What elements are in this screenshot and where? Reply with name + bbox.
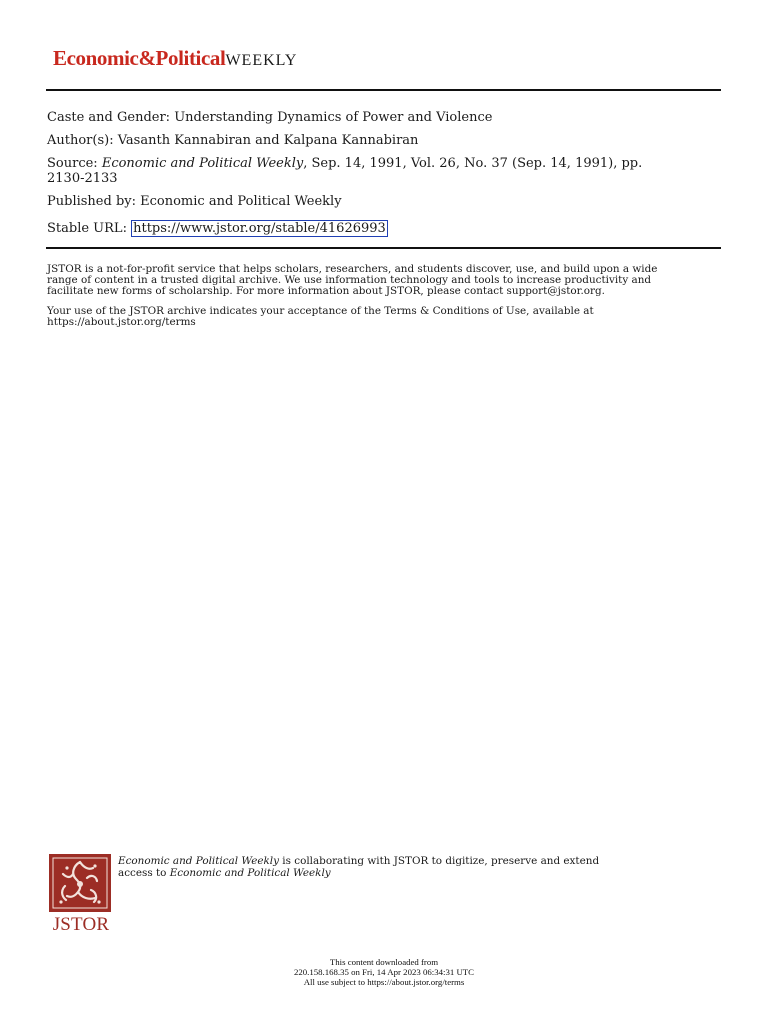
publisher-value: Economic and Political Weekly xyxy=(140,194,342,209)
notice-line: range of content in a trusted digital archive. We use information technology and tools to increase productivity and xyxy=(47,273,652,286)
source-details-line1: , Sep. 14, 1991, Vol. 26, No. 37 (Sep. 14, 1991), pp. xyxy=(303,156,643,171)
masthead-main-text: Economic&Political xyxy=(53,46,226,70)
terms-line: Your use of the JSTOR archive indicates your acceptance of the Terms & Conditions of Use, available at xyxy=(47,305,594,317)
top-divider xyxy=(46,89,721,91)
source-line xyxy=(47,156,722,186)
collab-journal-again: Economic and Political Weekly xyxy=(169,866,331,879)
source-label: Source: xyxy=(47,156,98,171)
jstor-notice xyxy=(47,264,721,296)
article-title-text: Caste and Gender: Understanding Dynamics of Power and Violence xyxy=(47,110,493,125)
notice-line: facilitate new forms of scholarship. For more information about JSTOR, please contact support@jstor.org. xyxy=(47,284,605,297)
authors-line xyxy=(47,133,722,148)
jstor-wordmark: JSTOR xyxy=(52,914,110,935)
collab-text-a: is collaborating with JSTOR to digitize, preserve and extend xyxy=(278,855,600,867)
footer-line: 220.158.168.35 on Fri, 14 Apr 2023 06:34:31 UTC xyxy=(293,967,475,977)
source-details-line2: 2130-2133 xyxy=(47,171,118,186)
footer-terms-line: All use subject to https://about.jstor.org/terms xyxy=(303,977,465,987)
published-label: Published by: xyxy=(47,194,136,209)
footer-line: This content downloaded from xyxy=(329,957,439,967)
masthead-weekly-text: WEEKLY xyxy=(225,52,298,69)
stable-url-line xyxy=(47,221,722,236)
authors-label: Author(s): xyxy=(47,133,114,148)
publisher-line xyxy=(47,194,722,209)
stable-url-label: Stable URL: xyxy=(47,221,127,236)
terms-notice xyxy=(47,306,721,328)
jstor-seal-icon xyxy=(49,854,111,912)
collab-journal: Economic and Political Weekly xyxy=(118,855,279,867)
download-footer xyxy=(200,957,568,987)
terms-link[interactable]: https://about.jstor.org/terms xyxy=(47,315,196,328)
collaboration-statement xyxy=(118,856,722,879)
authors-value: Vasanth Kannabiran and Kalpana Kannabiran xyxy=(117,133,419,148)
collab-text-b: access to xyxy=(118,866,170,879)
middle-divider xyxy=(46,247,721,249)
notice-line: JSTOR is a not-for-profit service that helps scholars, researchers, and students discover, use, and build upon a wide xyxy=(47,263,658,275)
stable-url-link[interactable]: https://www.jstor.org/stable/41626993 xyxy=(133,221,386,236)
source-journal: Economic and Political Weekly xyxy=(101,156,304,171)
article-title xyxy=(47,110,722,125)
journal-masthead-logo xyxy=(53,48,297,69)
jstor-logo xyxy=(49,854,113,936)
